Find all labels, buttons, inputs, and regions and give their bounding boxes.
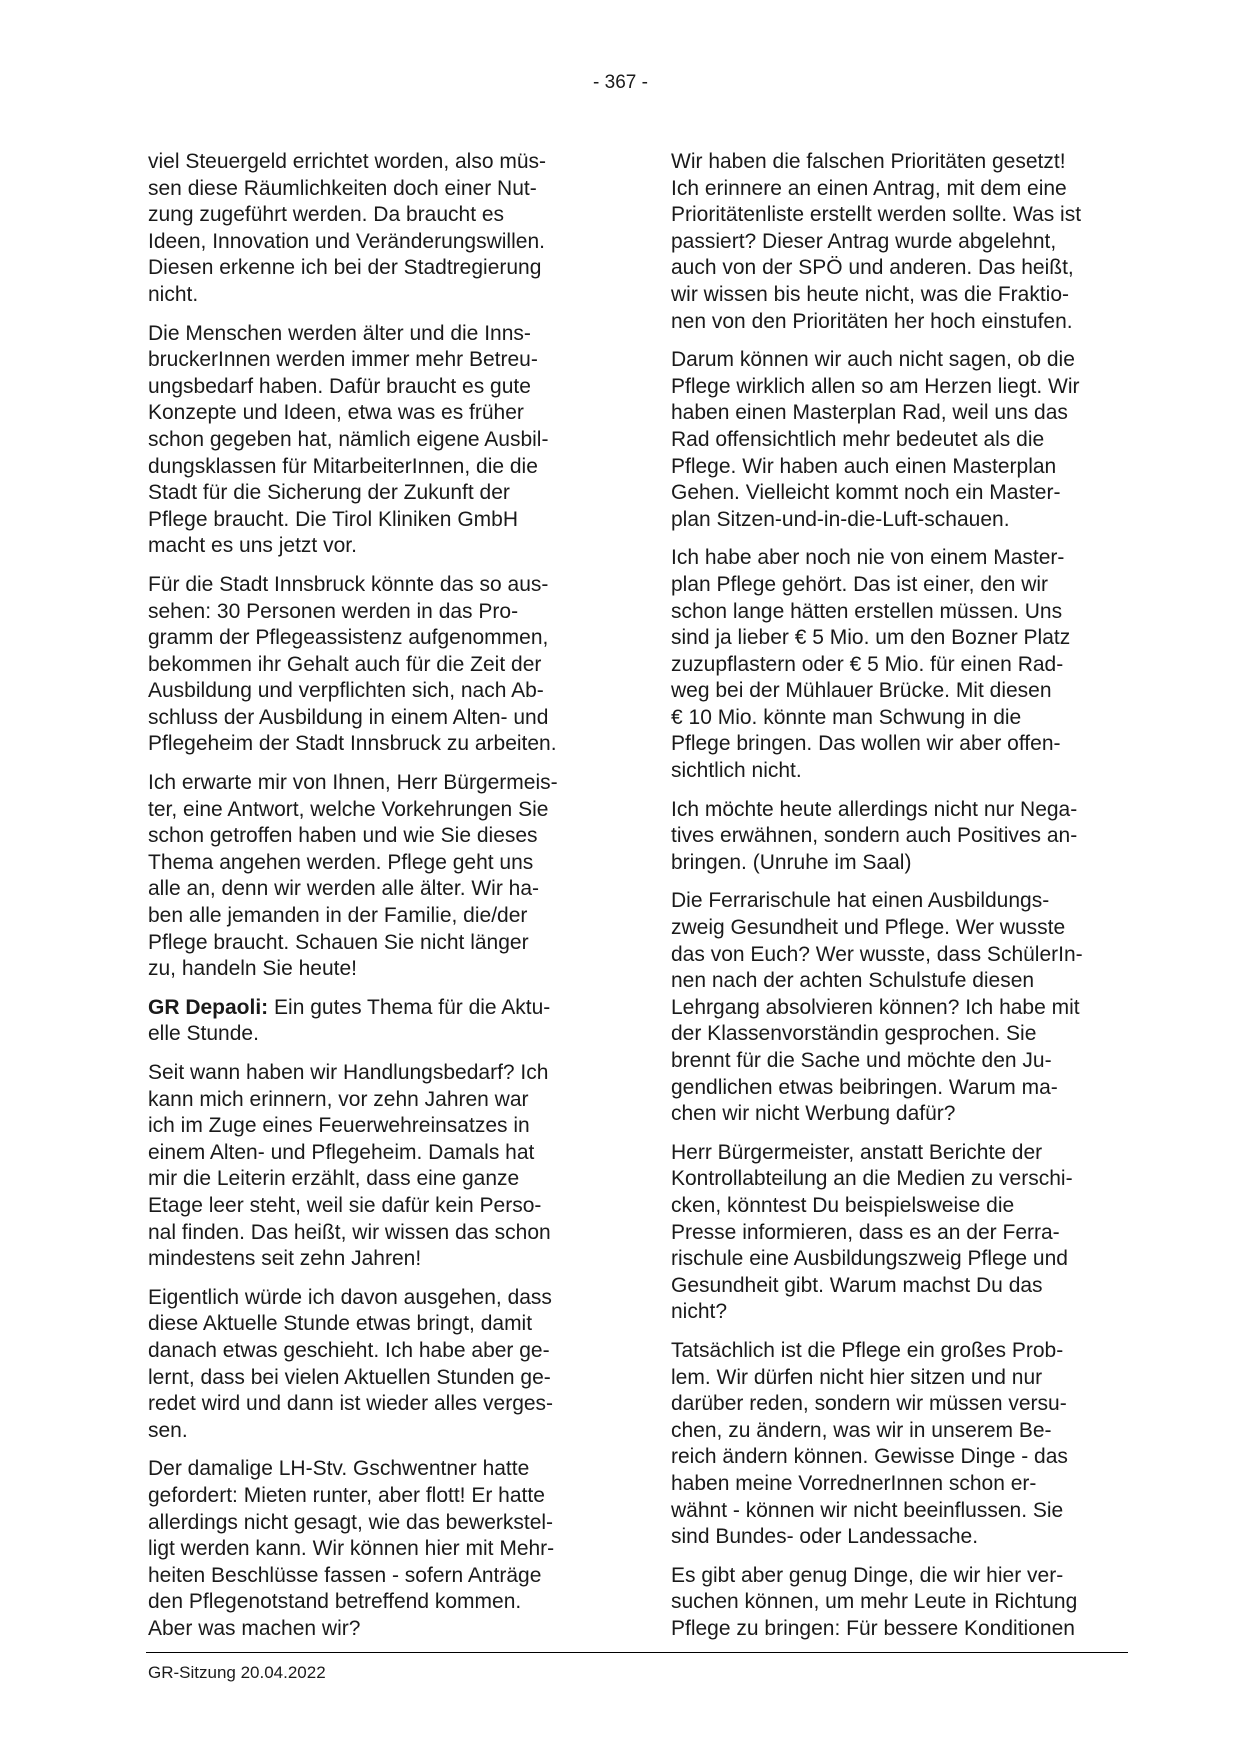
- text-line: Wir haben die falschen Prioritäten gesetzt!: [671, 150, 1066, 173]
- footer-session-date: GR-Sitzung 20.04.2022: [148, 1663, 326, 1682]
- text-line: Pflegeheim der Stadt Innsbruck zu arbeiten.: [148, 732, 557, 756]
- text-line: Thema angehen werden. Pflege geht uns: [148, 850, 534, 874]
- text-line: Presse informieren, dass es an der Ferra-: [671, 1220, 1060, 1244]
- text-line: € 10 Mio. könnte man Schwung in die: [671, 705, 1022, 729]
- text-line: zuzupflastern oder € 5 Mio. für einen Rad-: [671, 652, 1064, 676]
- text-line: Etage leer steht, weil sie dafür kein Perso-: [148, 1193, 542, 1217]
- paragraph: [671, 149, 1123, 335]
- paragraph: [148, 321, 600, 560]
- text-line: Für die Stadt Innsbruck könnte das so aus-: [148, 572, 549, 596]
- text-line: rischule eine Ausbildungszweig Pflege und: [671, 1247, 1068, 1271]
- text-line: nen nach der achten Schulstufe diesen: [671, 969, 1035, 993]
- text-line: reich ändern können. Gewisse Dinge - das: [671, 1445, 1068, 1469]
- text-line: nicht?: [671, 1300, 728, 1324]
- text-line: chen, zu ändern, was wir in unserem Be-: [671, 1418, 1052, 1442]
- text-line: viel Steuergeld errichtet worden, also müs-: [148, 150, 547, 173]
- text-line: bruckerInnen werden immer mehr Betreu-: [148, 348, 538, 372]
- text-line: darüber reden, sondern wir müssen versu-: [671, 1392, 1067, 1416]
- text-line: Stadt für die Sicherung der Zukunft der: [148, 481, 510, 505]
- text-line: sind Bundes- oder Landessache.: [671, 1525, 979, 1549]
- text-line: Tatsächlich ist die Pflege ein großes Prob-: [671, 1338, 1064, 1362]
- text-line: nen von den Prioritäten her hoch einstufen.: [671, 309, 1073, 333]
- text-line: plan Pflege gehört. Das ist einer, den wir: [671, 572, 1049, 596]
- text-line: zu, handeln Sie heute!: [148, 957, 357, 981]
- text-line: Seit wann haben wir Handlungsbedarf? Ich: [148, 1061, 549, 1084]
- text-line: schon lange hätten erstellen müssen. Uns: [671, 599, 1063, 623]
- text-line: Der damalige LH-Stv. Gschwentner hatte: [148, 1457, 530, 1481]
- text-line: allerdings nicht gesagt, wie das bewerkstel-: [148, 1510, 554, 1534]
- text-line: mir die Leiterin erzählt, dass eine ganze: [148, 1167, 520, 1191]
- text-line: Eigentlich würde ich davon ausgehen, dass: [148, 1285, 552, 1309]
- text-line: Pflege zu bringen: Für bessere Konditionen: [671, 1616, 1075, 1640]
- text-line: ich im Zuge eines Feuerwehreinsatzes in: [148, 1114, 530, 1138]
- text-line: gramm der Pflegeassistenz aufgenommen,: [148, 626, 549, 650]
- text-line: kann mich erinnern, vor zehn Jahren war: [148, 1087, 529, 1111]
- text-line: sen.: [148, 1418, 188, 1442]
- text-line: elle Stunde.: [148, 1022, 259, 1046]
- text-line: Pflege braucht. Schauen Sie nicht länger: [148, 930, 529, 954]
- text-line: Lehrgang absolvieren können? Ich habe mit: [671, 995, 1080, 1019]
- text-line: haben einen Masterplan Rad, weil uns das: [671, 401, 1068, 425]
- speaker-text: Ein gutes Thema für die Aktu-: [268, 995, 551, 1019]
- text-line: Ich möchte heute allerdings nicht nur Nega-: [671, 797, 1078, 821]
- paragraph: [148, 149, 600, 309]
- text-line: suchen können, um mehr Leute in Richtung: [671, 1590, 1078, 1614]
- paragraph: [671, 545, 1123, 784]
- text-line: Gesundheit gibt. Warum machst Du das: [671, 1273, 1043, 1297]
- text-line: wir wissen bis heute nicht, was die Fraktio-: [671, 282, 1069, 306]
- speaker-name: GR Depaoli:: [148, 995, 269, 1019]
- text-line: diese Aktuelle Stunde etwas bringt, damit: [148, 1312, 533, 1336]
- text-line: alle an, denn wir werden alle älter. Wir ha-: [148, 877, 540, 901]
- text-line: Prioritätenliste erstellt werden sollte. Was ist: [671, 203, 1082, 227]
- paragraph: [671, 888, 1123, 1127]
- text-line: weg bei der Mühlauer Brücke. Mit diesen: [671, 679, 1052, 703]
- text-line: Ideen, Innovation und Veränderungswillen.: [148, 229, 545, 253]
- text-line: ben alle jemanden in der Familie, die/der: [148, 904, 528, 928]
- paragraph: [148, 995, 600, 1048]
- text-line: Ich erinnere an einen Antrag, mit dem eine: [671, 176, 1067, 200]
- text-line: sichtlich nicht.: [671, 759, 802, 783]
- text-line: dungsklassen für MitarbeiterInnen, die die: [148, 454, 538, 478]
- text-line: einem Alten- und Pflegeheim. Damals hat: [148, 1140, 535, 1164]
- text-line: [148, 995, 600, 1022]
- text-line: der Klassenvorständin gesprochen. Sie: [671, 1022, 1037, 1046]
- text-line: Pflege bringen. Das wollen wir aber offen-: [671, 732, 1061, 756]
- paragraph: [671, 1338, 1123, 1551]
- text-line: chen wir nicht Werbung dafür?: [671, 1102, 956, 1126]
- text-line: Ausbildung und verpflichten sich, nach Ab-: [148, 679, 544, 703]
- paragraph: [148, 770, 600, 983]
- text-line: gefordert: Mieten runter, aber flott! Er hatte: [148, 1483, 545, 1507]
- text-line: Die Menschen werden älter und die Inns-: [148, 321, 531, 345]
- text-line: Herr Bürgermeister, anstatt Berichte der: [671, 1140, 1043, 1164]
- text-line: brennt für die Sache und möchte den Ju-: [671, 1049, 1052, 1072]
- text-line: passiert? Dieser Antrag wurde abgelehnt,: [671, 229, 1057, 253]
- paragraph: [671, 1140, 1123, 1326]
- text-line: Es gibt aber genug Dinge, die wir hier ver-: [671, 1563, 1064, 1587]
- text-line: sind ja lieber € 5 Mio. um den Bozner Platz: [671, 626, 1071, 650]
- paragraph: [148, 1456, 600, 1642]
- text-line: lem. Wir dürfen nicht hier sitzen und nur: [671, 1365, 1043, 1389]
- text-line: Diesen erkenne ich bei der Stadtregierung: [148, 256, 542, 280]
- text-line: cken, könntest Du beispielsweise die: [671, 1193, 1015, 1217]
- text-line: zweig Gesundheit und Pflege. Wer wusste: [671, 916, 1066, 940]
- text-line: bekommen ihr Gehalt auch für die Zeit der: [148, 652, 542, 676]
- text-line: ligt werden kann. Wir können hier mit Mehr-: [148, 1537, 555, 1561]
- text-line: schon gegeben hat, nämlich eigene Ausbil-: [148, 427, 549, 451]
- text-line: bringen. (Unruhe im Saal): [671, 850, 912, 874]
- text-line: Pflege. Wir haben auch einen Masterplan: [671, 454, 1057, 478]
- text-line: macht es uns jetzt vor.: [148, 534, 357, 558]
- text-line: gendlichen etwas beibringen. Warum ma-: [671, 1075, 1058, 1099]
- text-line: Ich erwarte mir von Ihnen, Herr Bürgermeis-: [148, 771, 558, 795]
- text-line: schluss der Ausbildung in einem Alten- und: [148, 705, 549, 729]
- right-text-column: [671, 149, 1123, 1654]
- text-line: Rad offensichtlich mehr bedeutet als die: [671, 427, 1045, 451]
- text-line: tives erwähnen, sondern auch Positives an-: [671, 824, 1078, 848]
- text-line: den Pflegenotstand betreffend kommen.: [148, 1590, 522, 1614]
- text-line: heiten Beschlüsse fassen - sofern Anträge: [148, 1563, 542, 1587]
- left-text-column: [148, 149, 600, 1654]
- text-line: Ich habe aber noch nie von einem Master-: [671, 546, 1065, 570]
- text-line: wähnt - können wir nicht beeinflussen. Sie: [671, 1498, 1064, 1522]
- text-line: Konzepte und Ideen, etwa was es früher: [148, 401, 524, 425]
- footer-divider: [146, 1652, 1128, 1653]
- text-line: Aber was machen wir?: [148, 1616, 361, 1640]
- text-line: auch von der SPÖ und anderen. Das heißt,: [671, 256, 1074, 280]
- text-line: nal finden. Das heißt, wir wissen das schon: [148, 1220, 551, 1244]
- paragraph: [671, 1563, 1123, 1643]
- paragraph: [148, 1285, 600, 1445]
- text-line: sen diese Räumlichkeiten doch einer Nut-: [148, 176, 537, 200]
- text-line: ter, eine Antwort, welche Vorkehrungen Sie: [148, 797, 549, 821]
- paragraph: [148, 572, 600, 758]
- text-line: ungsbedarf haben. Dafür braucht es gute: [148, 374, 531, 398]
- text-line: Pflege braucht. Die Tirol Kliniken GmbH: [148, 507, 518, 531]
- text-line: mindestens seit zehn Jahren!: [148, 1247, 422, 1271]
- text-line: lernt, dass bei vielen Aktuellen Stunden ge-: [148, 1365, 551, 1389]
- text-line: Pflege wirklich allen so am Herzen liegt. Wir: [671, 374, 1080, 398]
- text-line: sehen: 30 Personen werden in das Pro-: [148, 599, 519, 623]
- text-line: redet wird und dann ist wieder alles verges-: [148, 1392, 554, 1416]
- text-line: Gehen. Vielleicht kommt noch ein Master-: [671, 481, 1061, 505]
- text-line: Darum können wir auch nicht sagen, ob die: [671, 348, 1075, 372]
- text-line: zung zugeführt werden. Da braucht es: [148, 203, 505, 227]
- paragraph: [148, 1060, 600, 1273]
- paragraph: [671, 797, 1123, 877]
- text-line: plan Sitzen-und-in-die-Luft-schauen.: [671, 507, 1010, 531]
- text-line: danach etwas geschieht. Ich habe aber ge-: [148, 1338, 550, 1362]
- text-line: Die Ferrarischule hat einen Ausbildungs-: [671, 889, 1050, 913]
- text-line: schon getroffen haben und wie Sie dieses: [148, 824, 538, 848]
- text-line: nicht.: [148, 282, 199, 306]
- text-line: das von Euch? Wer wusste, dass SchülerIn-: [671, 942, 1083, 966]
- text-line: Kontrollabteilung an die Medien zu verschi-: [671, 1167, 1073, 1191]
- page-number: - 367 -: [593, 72, 648, 93]
- paragraph: [671, 347, 1123, 533]
- text-line: haben meine VorrednerInnen schon er-: [671, 1471, 1037, 1495]
